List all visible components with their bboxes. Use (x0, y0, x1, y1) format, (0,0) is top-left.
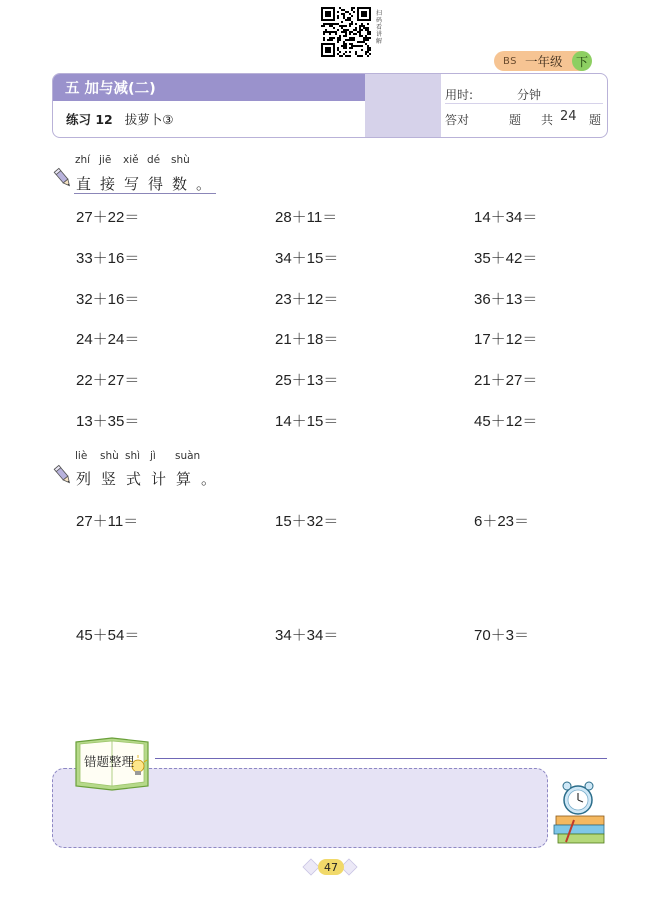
pinyin-syllable: shì (125, 450, 141, 462)
title-char: 竖 (101, 470, 117, 488)
error-review-label: 错题整理 (84, 754, 135, 769)
time-row (445, 84, 603, 104)
pencil-icon (52, 463, 74, 487)
title-char: 接 (100, 175, 116, 193)
unit-title: 五 加与减(二) (53, 74, 365, 101)
edition-label: BS (503, 55, 518, 67)
header-left (53, 74, 365, 138)
score-panel (441, 74, 608, 138)
problem: 17＋12＝ (474, 331, 538, 348)
time-unit: 分钟 (517, 88, 542, 102)
qr-note: 扫码看讲解 (375, 10, 382, 45)
problem: 23＋12＝ (275, 291, 339, 308)
problem: 33＋16＝ (76, 250, 140, 267)
problem: 28＋11＝ (275, 209, 338, 226)
problem: 25＋13＝ (275, 372, 339, 389)
section1-underline (74, 193, 216, 194)
total-suffix: 题 (589, 113, 602, 127)
pinyin-syllable: jiē (99, 154, 112, 166)
problem: 34＋15＝ (275, 250, 339, 267)
title-char: 直 (76, 175, 92, 193)
problem: 36＋13＝ (474, 291, 538, 308)
title-char: 得 (148, 175, 164, 193)
correct-label: 答对 (445, 113, 470, 127)
lesson-subtitle (55, 102, 363, 135)
problem: 70＋3＝ (474, 627, 530, 644)
problem: 32＋16＝ (76, 291, 140, 308)
lesson-header (52, 73, 608, 138)
problem: 13＋35＝ (76, 413, 140, 430)
problem: 24＋24＝ (76, 331, 140, 348)
time-label: 用时: (445, 88, 474, 102)
total-prefix: 共 (541, 113, 554, 127)
problem: 34＋34＝ (275, 627, 339, 644)
title-char: 数 (172, 175, 188, 193)
pinyin-syllable: shù (100, 450, 119, 462)
lesson-number: 练习 12 (66, 111, 113, 127)
problem: 21＋27＝ (474, 372, 538, 389)
problem: 14＋34＝ (474, 209, 538, 226)
problem: 27＋22＝ (76, 209, 140, 226)
title-char: 。 (196, 175, 212, 193)
problem: 15＋32＝ (275, 513, 339, 530)
qr-zone (365, 74, 441, 138)
questions-unit: 题 (509, 113, 522, 127)
qr-code-icon[interactable] (319, 5, 373, 59)
pinyin-syllable: zhí (75, 154, 91, 166)
pinyin-syllable: dé (147, 154, 161, 166)
pinyin-syllable: suàn (175, 450, 201, 462)
pencil-icon (52, 166, 74, 190)
title-char: 式 (126, 470, 142, 488)
grade-label: 一年级 (525, 54, 563, 69)
pinyin-syllable: shù (171, 154, 190, 166)
total-count: 24 (560, 109, 577, 124)
title-char: 列 (76, 470, 92, 488)
title-char: 算 (176, 470, 192, 488)
error-review-line (155, 758, 607, 759)
clock-books-icon (552, 776, 608, 846)
problem: 45＋54＝ (76, 627, 140, 644)
problem: 21＋18＝ (275, 331, 339, 348)
problem: 6＋23＝ (474, 513, 530, 530)
title-char: 写 (124, 175, 140, 193)
page-number: 47 (318, 859, 344, 875)
pinyin-syllable: xiě (123, 154, 139, 166)
lesson-topic: 拔萝卜③ (124, 111, 174, 127)
problem: 35＋42＝ (474, 250, 538, 267)
problem: 14＋15＝ (275, 413, 339, 430)
correct-row (445, 109, 603, 129)
pinyin-syllable: liè (75, 450, 88, 462)
volume-badge: 下 (572, 51, 592, 71)
pinyin-syllable: jì (150, 450, 156, 462)
grade-tag (494, 51, 590, 71)
title-char: 。 (201, 470, 217, 488)
problem: 45＋12＝ (474, 413, 538, 430)
problem: 27＋11＝ (76, 513, 139, 530)
problem: 22＋27＝ (76, 372, 140, 389)
title-char: 计 (151, 470, 167, 488)
